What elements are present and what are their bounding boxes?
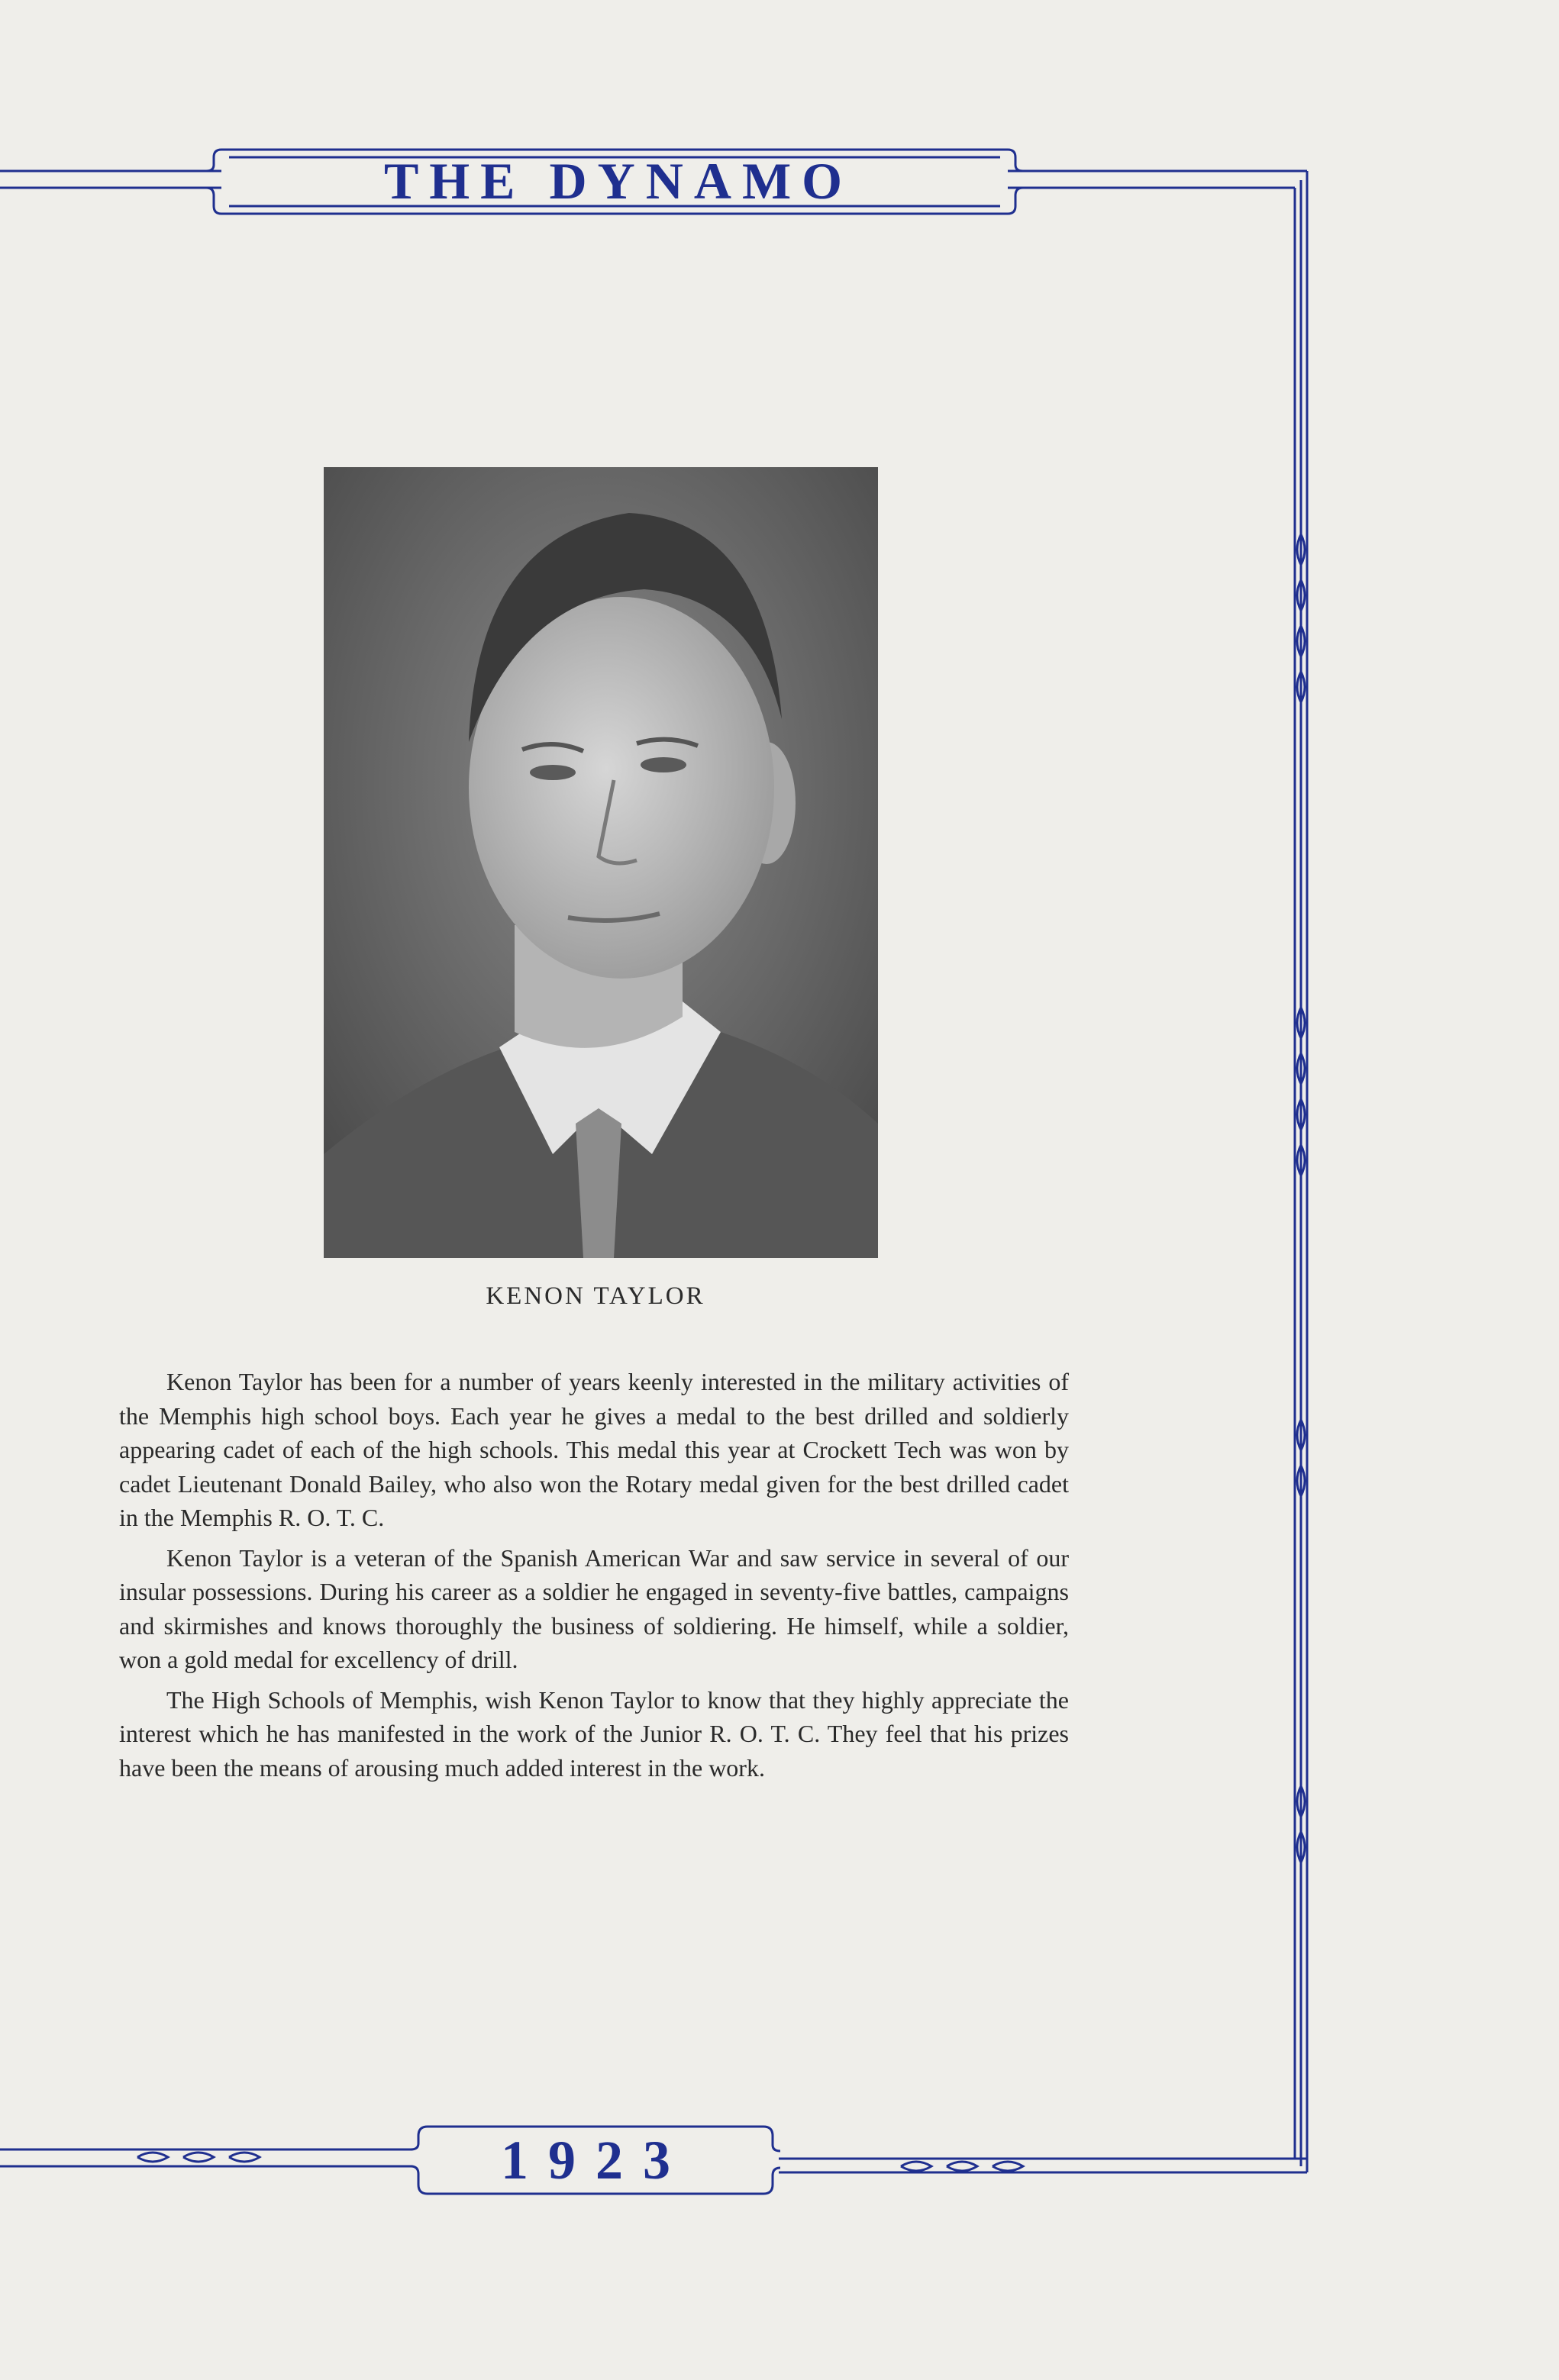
article-paragraph: The High Schools of Memphis, wish Kenon Taylor to know that they highly appreciate the interest which he has manifested in the work of the Junior R. O. T. C. They feel that his prizes have been the means of arousing much added interest in the work. (119, 1685, 1069, 1782)
article-body (119, 1365, 1069, 1791)
photo-caption: KENON TAYLOR (486, 1282, 705, 1310)
page-header-title: THE DYNAMO (383, 152, 854, 210)
page-footer-year: 1923 (501, 2130, 690, 2191)
portrait-photo (324, 467, 878, 1258)
article-paragraph: Kenon Taylor has been for a number of years keenly interested in the military activities of the Memphis high school boys. Each year he gives a medal to the best drilled and soldierly appearing cadet of each of the high schools. This medal this year at Crockett Tech was won by cadet Lieutenant Donald Bailey, who also won the Rotary medal given for the best drilled cadet in the Memphis R. O. T. C. (119, 1368, 1069, 1531)
article-paragraph: Kenon Taylor is a veteran of the Spanish American War and saw service in several of our insular possessions. During his career as a soldier he engaged in seventy-five battles, campaigns and skirmishes and knows thoroughly the business of soldiering. He himself, while a soldier, won a gold medal for excellency of drill. (119, 1543, 1069, 1673)
